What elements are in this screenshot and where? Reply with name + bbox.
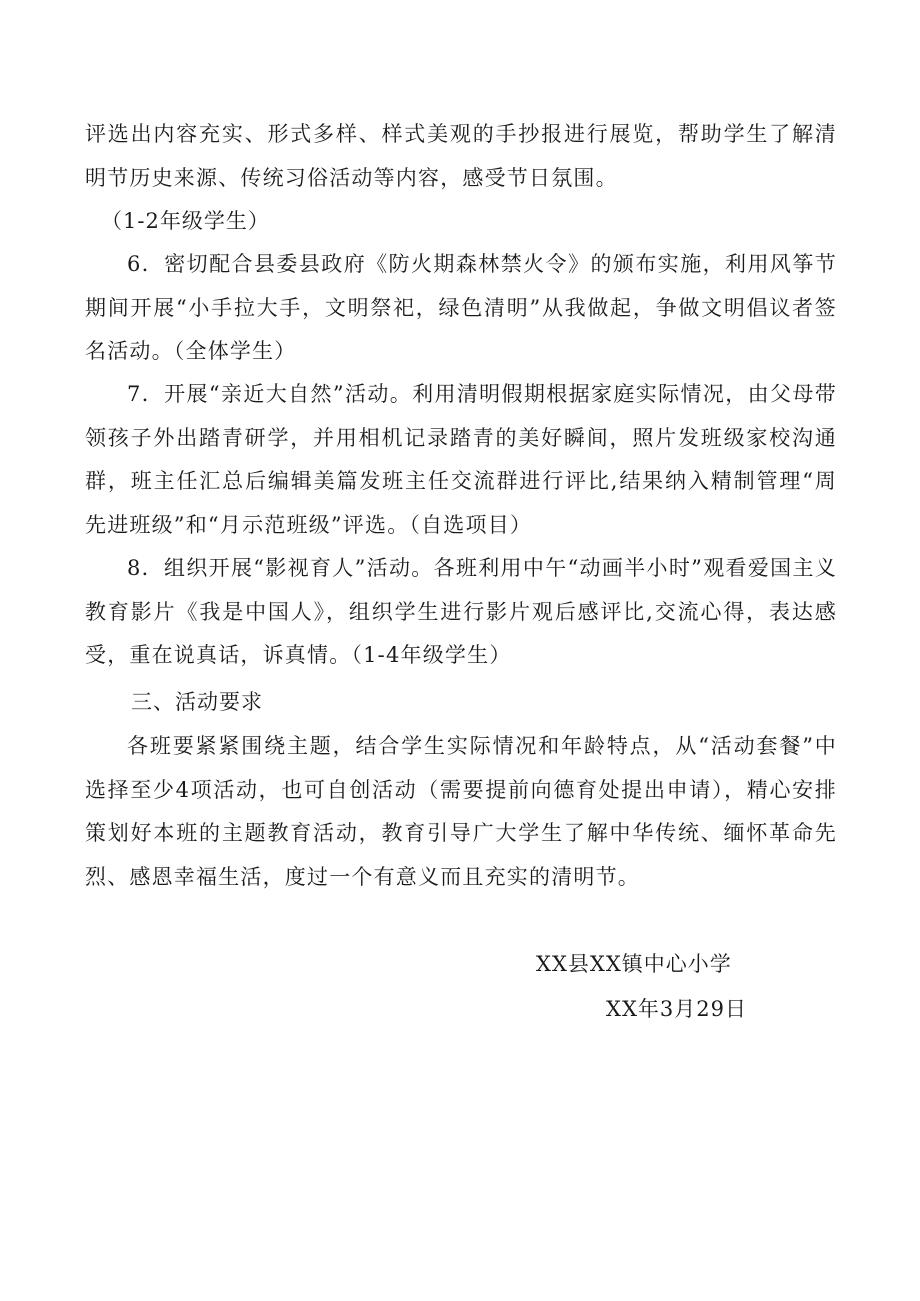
paragraph-intro-continuation: 评选出内容充实、形式多样、样式美观的手抄报进行展览，帮助学生了解清明节历史来源、传统习俗活动等内容，感受节日氛围。: [85, 122, 837, 190]
paragraph-intro-note: （1-2年级学生）: [101, 209, 270, 233]
signature-organization: XX县XX镇中心小学: [536, 952, 732, 976]
signature-date: XX年3月29日: [606, 997, 747, 1021]
paragraph-item-7: 7．开展“亲近大自然”活动。利用清明假期根据家庭实际情况，由父母带领孩子外出踏青研学，并用相机记录踏青的美好瞬间，照片发班级家校沟通群，班主任汇总后编辑美篇发班主任交流群进行评比,结果纳入精制管理“周先进班级”和“月示范班级”评选。（自选项目）: [85, 382, 837, 537]
paragraph-item-6: 6．密切配合县委县政府《防火期森林禁火令》的颁布实施，利用风筝节期间开展“小手拉大手，文明祭祀，绿色清明”从我做起，争做文明倡议者签名活动。（全体学生）: [85, 252, 837, 363]
paragraph-requirements: 各班要紧紧围绕主题，结合学生实际情况和年龄特点，从“活动套餐”中选择至少4项活动，也可自创活动（需要提前向德育处提出申请），精心安排策划好本班的主题教育活动，教育引导广大学生了解中华传统、缅怀革命先烈、感恩幸福生活，度过一个有意义而且充实的清明节。: [85, 734, 837, 889]
section-heading-requirements: 三、活动要求: [131, 690, 263, 714]
paragraph-item-8: 8．组织开展“影视育人”活动。各班利用中午“动画半小时”观看爱国主义教育影片《我是中国人》，组织学生进行影片观后感评比,交流心得，表达感受，重在说真话，诉真情。（1-4年级学生）: [85, 556, 837, 667]
